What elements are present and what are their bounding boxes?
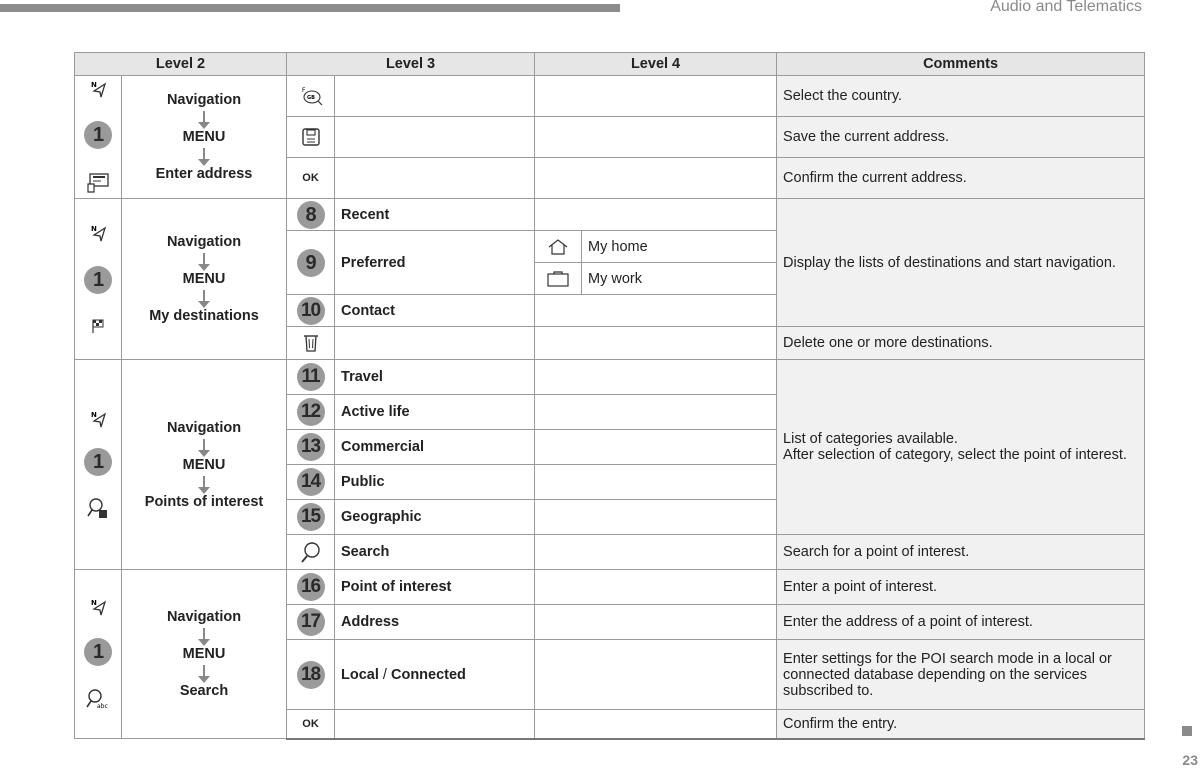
level2-flow — [122, 360, 287, 570]
flow-step-menu: MENU — [182, 129, 226, 145]
number-badge: 14 — [297, 468, 325, 496]
empty-cell — [535, 76, 777, 117]
comment-delete: Delete one or more destinations. — [777, 327, 1145, 360]
corner-marker — [1182, 726, 1192, 736]
menu-badge: 1 — [84, 638, 112, 666]
comment-categories-line1: List of categories available. — [783, 431, 958, 447]
number-badge: 18 — [297, 661, 325, 689]
flow-step-points-of-interest: Points of interest — [144, 493, 264, 510]
level2-icons — [75, 199, 122, 360]
item-contact: Contact — [335, 295, 535, 327]
navigation-icon — [89, 224, 107, 242]
flow-step-menu: MENU — [182, 271, 226, 287]
number-badge: 10 — [297, 297, 325, 325]
item-point-of-interest: Point of interest — [335, 570, 535, 605]
search-icon — [287, 541, 334, 563]
svg-text:N: N — [91, 599, 97, 607]
badge-cell — [287, 570, 335, 605]
table-row — [75, 570, 1145, 605]
arrow-down-icon — [203, 665, 205, 677]
empty-cell — [535, 295, 777, 327]
flow-step-menu: MENU — [182, 646, 226, 662]
badge-cell — [287, 640, 335, 710]
arrow-down-icon — [203, 111, 205, 123]
level4-my-home: My home — [582, 231, 777, 263]
comment-enter-address: Enter the address of a point of interest. — [777, 605, 1145, 640]
number-badge: 9 — [297, 249, 325, 277]
comment-search-poi: Search for a point of interest. — [777, 535, 1145, 570]
trash-icon-cell — [287, 327, 335, 360]
item-local: Local — [341, 666, 379, 683]
item-active-life: Active life — [335, 395, 535, 430]
country-icon-cell — [287, 76, 335, 117]
level2-icons — [75, 360, 122, 570]
empty-cell — [535, 117, 777, 158]
number-badge: 12 — [297, 398, 325, 426]
country-flag-icon — [287, 85, 334, 107]
empty-cell — [335, 158, 535, 199]
col-level-4: Level 4 — [535, 53, 777, 76]
empty-cell — [335, 76, 535, 117]
empty-cell — [535, 535, 777, 570]
level2-icons — [75, 76, 122, 199]
table-row — [75, 360, 1145, 395]
arrow-down-icon — [203, 148, 205, 160]
level2-flow — [122, 76, 287, 199]
empty-cell — [535, 360, 777, 395]
navigation-icon — [89, 80, 107, 98]
item-local-connected — [335, 640, 535, 710]
comment-search-mode: Enter settings for the POI search mode in a local or connected database depending on the services subscribed to. — [777, 640, 1145, 710]
comment-categories-line2: After selection of category, select the point of interest. — [783, 447, 1127, 463]
page-number: 23 — [1182, 752, 1198, 768]
number-badge: 16 — [297, 573, 325, 601]
flow-step-menu: MENU — [182, 456, 226, 473]
flow-step-my-destinations: My destinations — [149, 308, 259, 324]
badge-cell — [287, 360, 335, 395]
comment-select-country: Select the country. — [777, 76, 1145, 117]
badge-cell — [287, 465, 335, 500]
level4-my-work: My work — [582, 263, 777, 295]
comment-save-address: Save the current address. — [777, 117, 1145, 158]
text-search-icon — [85, 688, 111, 710]
arrow-down-icon — [203, 439, 205, 451]
empty-cell — [535, 430, 777, 465]
menu-badge: 1 — [84, 121, 112, 149]
level2-flow — [122, 199, 287, 360]
badge-cell — [287, 500, 335, 535]
number-badge: 17 — [297, 608, 325, 636]
empty-cell — [335, 710, 535, 739]
item-public: Public — [335, 465, 535, 500]
svg-text:abc: abc — [97, 703, 108, 710]
number-badge: 13 — [297, 433, 325, 461]
empty-cell — [535, 605, 777, 640]
item-address: Address — [335, 605, 535, 640]
item-preferred: Preferred — [335, 231, 535, 295]
empty-cell — [535, 327, 777, 360]
col-comments: Comments — [777, 53, 1145, 76]
empty-cell — [535, 710, 777, 739]
briefcase-icon — [535, 270, 581, 288]
separator: / — [378, 666, 391, 683]
arrow-down-icon — [203, 290, 205, 302]
comment-enter-poi: Enter a point of interest. — [777, 570, 1145, 605]
badge-cell — [287, 199, 335, 231]
home-icon-cell — [535, 231, 582, 263]
level2-flow — [122, 570, 287, 739]
poi-search-icon — [86, 496, 110, 520]
flow-step-navigation: Navigation — [166, 92, 242, 108]
header-title: Audio and Telematics — [990, 0, 1142, 15]
empty-cell — [535, 640, 777, 710]
empty-cell — [535, 465, 777, 500]
flow-step-navigation: Navigation — [166, 419, 242, 436]
empty-cell — [535, 395, 777, 430]
badge-cell — [287, 295, 335, 327]
comment-confirm-entry: Confirm the entry. — [777, 710, 1145, 739]
flow-step-navigation: Navigation — [166, 234, 242, 250]
menu-badge: 1 — [84, 266, 112, 294]
number-badge: 8 — [297, 201, 325, 229]
item-commercial: Commercial — [335, 430, 535, 465]
trash-icon — [287, 333, 334, 353]
comment-categories — [777, 360, 1145, 535]
empty-cell — [535, 158, 777, 199]
save-icon — [287, 127, 334, 147]
ok-label: OK — [287, 158, 335, 199]
flow-step-navigation: Navigation — [166, 609, 242, 625]
menu-table — [74, 52, 1145, 740]
svg-text:F: F — [301, 87, 305, 94]
save-icon-cell — [287, 117, 335, 158]
table-header-row — [75, 53, 1145, 76]
col-level-3: Level 3 — [287, 53, 535, 76]
svg-text:N: N — [91, 410, 97, 419]
number-badge: 11 — [297, 363, 325, 391]
item-search: Search — [335, 535, 535, 570]
header-bar — [0, 4, 620, 12]
badge-cell — [287, 430, 335, 465]
work-icon-cell — [535, 263, 582, 295]
item-connected: Connected — [390, 666, 466, 683]
menu-badge: 1 — [84, 448, 112, 476]
empty-cell — [335, 327, 535, 360]
empty-cell — [535, 500, 777, 535]
empty-cell — [335, 117, 535, 158]
checkered-flag-icon — [89, 318, 107, 334]
table-row — [75, 76, 1145, 117]
arrow-down-icon — [203, 628, 205, 640]
flow-step-enter-address: Enter address — [155, 166, 253, 182]
empty-cell — [535, 199, 777, 231]
address-icon — [86, 172, 110, 194]
col-level-2: Level 2 — [75, 53, 287, 76]
ok-label: OK — [287, 710, 335, 739]
badge-cell — [287, 395, 335, 430]
svg-text:GB: GB — [306, 95, 315, 101]
flow-step-search: Search — [179, 683, 229, 699]
navigation-icon — [89, 598, 107, 616]
arrow-down-icon — [203, 476, 205, 488]
search-icon-cell — [287, 535, 335, 570]
badge-cell — [287, 231, 335, 295]
navigation-icon — [89, 410, 107, 428]
svg-text:N: N — [91, 225, 97, 233]
level2-icons — [75, 570, 122, 739]
empty-cell — [535, 570, 777, 605]
table-row — [75, 199, 1145, 231]
number-badge: 15 — [297, 503, 325, 531]
comment-destinations: Display the lists of destinations and start navigation. — [777, 199, 1145, 327]
comment-confirm-address: Confirm the current address. — [777, 158, 1145, 199]
badge-cell — [287, 605, 335, 640]
item-recent: Recent — [335, 199, 535, 231]
arrow-down-icon — [203, 253, 205, 265]
item-travel: Travel — [335, 360, 535, 395]
item-geographic: Geographic — [335, 500, 535, 535]
svg-text:N: N — [91, 81, 97, 89]
home-icon — [535, 238, 581, 256]
